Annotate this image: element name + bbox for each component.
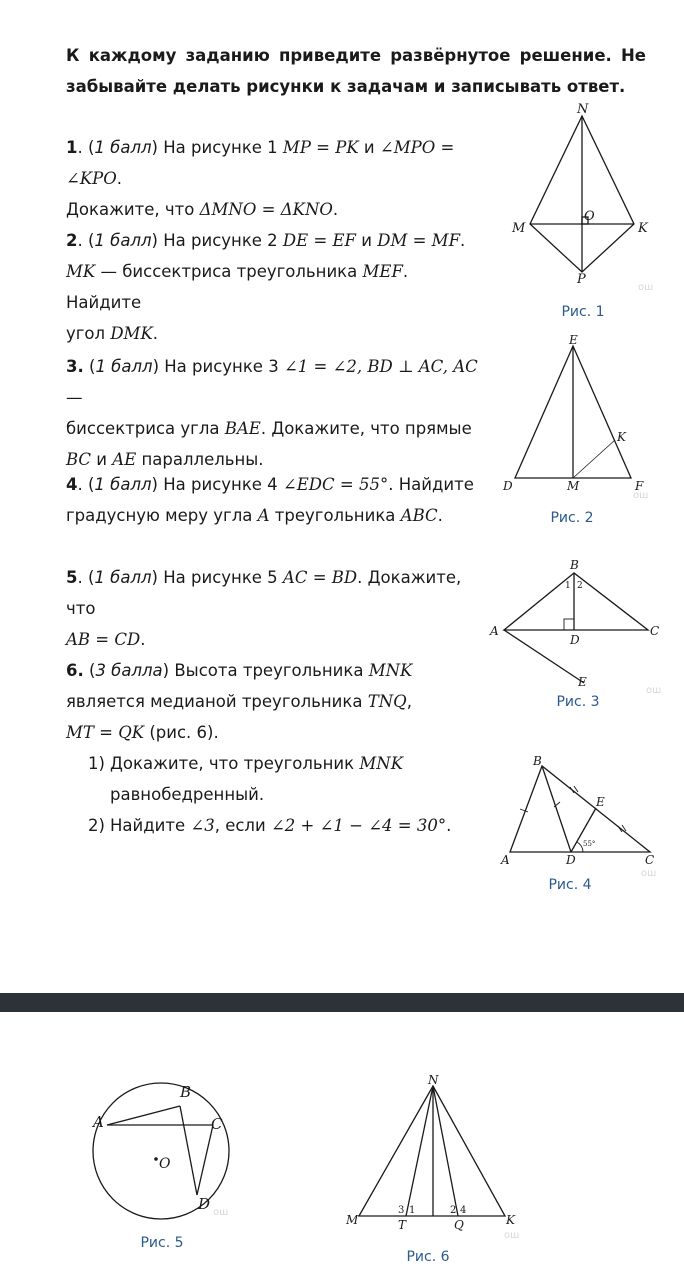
task-text: Найдите <box>110 816 191 835</box>
task-points: 3 балла <box>95 661 163 680</box>
label-A: A <box>93 1113 104 1131</box>
task-text: На рисунке 2 <box>157 231 283 250</box>
label-Q: Q <box>454 1218 464 1232</box>
label-D: D <box>566 853 576 867</box>
task-text: Докажите, что треугольник <box>110 754 360 773</box>
label-P: P <box>577 272 586 287</box>
label-E: E <box>578 675 587 689</box>
label-A: A <box>501 853 510 867</box>
figure-4 <box>495 752 665 878</box>
divider-bar <box>0 993 684 1012</box>
figure-3 <box>488 555 668 695</box>
task-4: 4. (1 балл) На рисунке 4 ∠EDC = 55°. Найдите градусную меру угла A треугольника ABC. <box>66 475 474 525</box>
label-M: M <box>346 1213 359 1227</box>
math-expr: DMK <box>110 324 153 343</box>
task-6: 6. (3 балла) Высота треугольника MNK является медианой треугольника TNQ, MT = QK (рис. 6). 1) Докажите, что треугольник MNK равнобедренный. 2) Найдите ∠3, если ∠2 + ∠1 − ∠4 = 30°. <box>66 655 486 841</box>
figure-3-caption: Рис. 3 <box>556 694 600 710</box>
label-B: B <box>570 558 579 572</box>
task-text: и <box>91 450 113 469</box>
label-D: D <box>198 1195 211 1213</box>
math-expr: BAE <box>224 419 261 438</box>
task-text: равнобедренный. <box>110 785 265 804</box>
label-N: N <box>428 1073 439 1087</box>
label-M: M <box>567 479 580 493</box>
watermark: ош <box>646 685 662 695</box>
task-number: 5 <box>66 568 78 587</box>
task-number: 1 <box>66 138 78 157</box>
label-O: O <box>584 209 595 224</box>
figure-6 <box>340 1068 530 1243</box>
label-B: B <box>533 754 542 768</box>
angle-4-label: 4 <box>460 1205 467 1216</box>
label-C: C <box>650 624 660 638</box>
task-text: и <box>358 138 380 157</box>
task-text: , если <box>214 816 271 835</box>
label-E: E <box>596 795 605 809</box>
label-C: C <box>645 853 655 867</box>
figure-1-caption: Рис. 1 <box>561 304 605 320</box>
math-expr: BC <box>66 450 92 469</box>
figure-2-caption: Рис. 2 <box>550 510 594 526</box>
label-K: K <box>506 1213 515 1227</box>
math-expr: AB = CD <box>66 630 141 649</box>
task-text: . Докажите, что прямые <box>260 419 472 438</box>
figure-6-caption: Рис. 6 <box>406 1249 450 1265</box>
label-N: N <box>577 102 589 117</box>
task-text: градусную меру угла <box>66 506 258 525</box>
label-K: K <box>617 430 626 444</box>
instructions-header: К каждому заданию приведите развёрнутое решение. Не забывайте делать рисунки к задачам и записывать ответ. <box>66 46 646 96</box>
task-text: — <box>66 388 83 407</box>
task-text: На рисунке 3 <box>159 357 284 376</box>
label-A: A <box>490 624 499 638</box>
label-C: C <box>211 1115 223 1133</box>
angle-1-label: 1 <box>409 1205 416 1216</box>
task-5: 5. (1 балл) На рисунке 5 AC = BD. Докажите, что AB = CD. <box>66 568 462 649</box>
angle-2-label: 2 <box>450 1205 457 1216</box>
task-text: является медианой треугольника <box>66 692 368 711</box>
task-number: 2 <box>66 231 78 250</box>
math-expr: TNQ <box>367 692 407 711</box>
task-points: 1 балл <box>94 138 152 157</box>
subtask-number: 1) <box>88 754 105 773</box>
task-text: . Найдите <box>66 262 409 312</box>
math-expr: AE <box>112 450 137 469</box>
label-O: O <box>159 1156 171 1172</box>
task-text: треугольника <box>269 506 401 525</box>
math-expr: MP = PK <box>282 138 359 157</box>
task-number: 3. <box>66 357 84 376</box>
math-expr: ∠1 = ∠2, BD ⊥ AC, AC <box>283 357 478 376</box>
math-expr: MEF <box>362 262 403 281</box>
task-2: 2. (1 балл) На рисунке 2 DE = EF и DM = MF. MK — биссектриса треугольника MEF. Найдите угол DMK. <box>66 231 466 343</box>
watermark: ош <box>633 490 649 501</box>
task-1: 1. (1 балл) На рисунке 1 MP = PK и ∠MPO = ∠KPO. Докажите, что ΔMNO = ΔKNO. <box>66 138 455 219</box>
math-expr: MK <box>66 262 96 281</box>
task-points: 1 балл <box>95 357 153 376</box>
math-expr: MT = QK <box>66 723 145 742</box>
task-text: параллельны. <box>136 450 264 469</box>
math-expr: DE = EF <box>282 231 357 250</box>
math-expr: ∠2 + ∠1 − ∠4 = 30° <box>270 816 447 835</box>
task-number: 6. <box>66 661 84 680</box>
task-text: биссектриса угла <box>66 419 225 438</box>
task-text: . <box>437 506 443 525</box>
figure-1 <box>500 100 670 300</box>
task-text: . <box>332 200 339 219</box>
task-points: 1 балл <box>94 568 152 587</box>
label-T: T <box>398 1218 407 1232</box>
task-text: Высота треугольника <box>169 661 369 680</box>
angle-1-label: 1 <box>565 581 571 591</box>
angle-55-label: 55° <box>583 840 596 848</box>
math-expr: ∠EDC = 55° <box>282 475 389 494</box>
math-expr: ∠3 <box>190 816 215 835</box>
task-text: . <box>140 630 146 649</box>
task-text: . <box>446 816 452 835</box>
figure-5 <box>85 1075 245 1225</box>
task-text: На рисунке 4 <box>157 475 283 494</box>
math-expr: ABC <box>400 506 438 525</box>
subtask-number: 2) <box>88 816 105 835</box>
task-number: 4 <box>66 475 78 494</box>
math-expr: MNK <box>368 661 413 680</box>
task-text: , <box>406 692 412 711</box>
angle-3-label: 3 <box>398 1205 405 1216</box>
label-K: K <box>638 221 648 236</box>
watermark: ош <box>641 868 657 878</box>
task-text: Докажите, что <box>66 200 200 219</box>
label-F: F <box>635 479 644 493</box>
task-text: . <box>116 169 123 188</box>
task-text: . <box>152 324 159 343</box>
task-text: (рис. 6). <box>144 723 219 742</box>
task-text: . <box>460 231 466 250</box>
task-text: угол <box>66 324 111 343</box>
label-E: E <box>569 333 578 347</box>
figure-2 <box>495 332 660 507</box>
math-expr: DM = MF <box>377 231 461 250</box>
label-B: B <box>180 1083 192 1101</box>
task-text: На рисунке 5 <box>157 568 283 587</box>
math-expr: MNK <box>359 754 404 773</box>
math-expr: ∠MPO = ∠KPO <box>66 138 455 188</box>
task-3: 3. (1 балл) На рисунке 3 ∠1 = ∠2, BD ⊥ AC, AC — биссектриса угла BAE. Докажите, что прямые BC и AE параллельны. <box>66 357 478 469</box>
watermark: ош <box>504 1230 520 1241</box>
task-points: 1 балл <box>94 231 152 250</box>
label-D: D <box>503 479 513 493</box>
label-D: D <box>570 633 580 647</box>
figure-5-caption: Рис. 5 <box>140 1235 184 1251</box>
watermark: ош <box>638 282 654 293</box>
task-text: — биссектриса треугольника <box>95 262 363 281</box>
math-expr: ΔMNO = ΔKNO <box>199 200 333 219</box>
math-expr: A <box>257 506 270 525</box>
figure-4-caption: Рис. 4 <box>548 877 592 893</box>
task-text: и <box>356 231 378 250</box>
task-text: . Докажите, что <box>66 568 462 618</box>
watermark: ош <box>213 1207 229 1218</box>
math-expr: AC = BD <box>282 568 358 587</box>
task-points: 1 балл <box>94 475 152 494</box>
center-point <box>154 1157 158 1161</box>
label-M: M <box>512 221 526 236</box>
task-text: На рисунке 1 <box>157 138 283 157</box>
task-text: . Найдите <box>388 475 474 494</box>
angle-2-label: 2 <box>577 581 583 591</box>
